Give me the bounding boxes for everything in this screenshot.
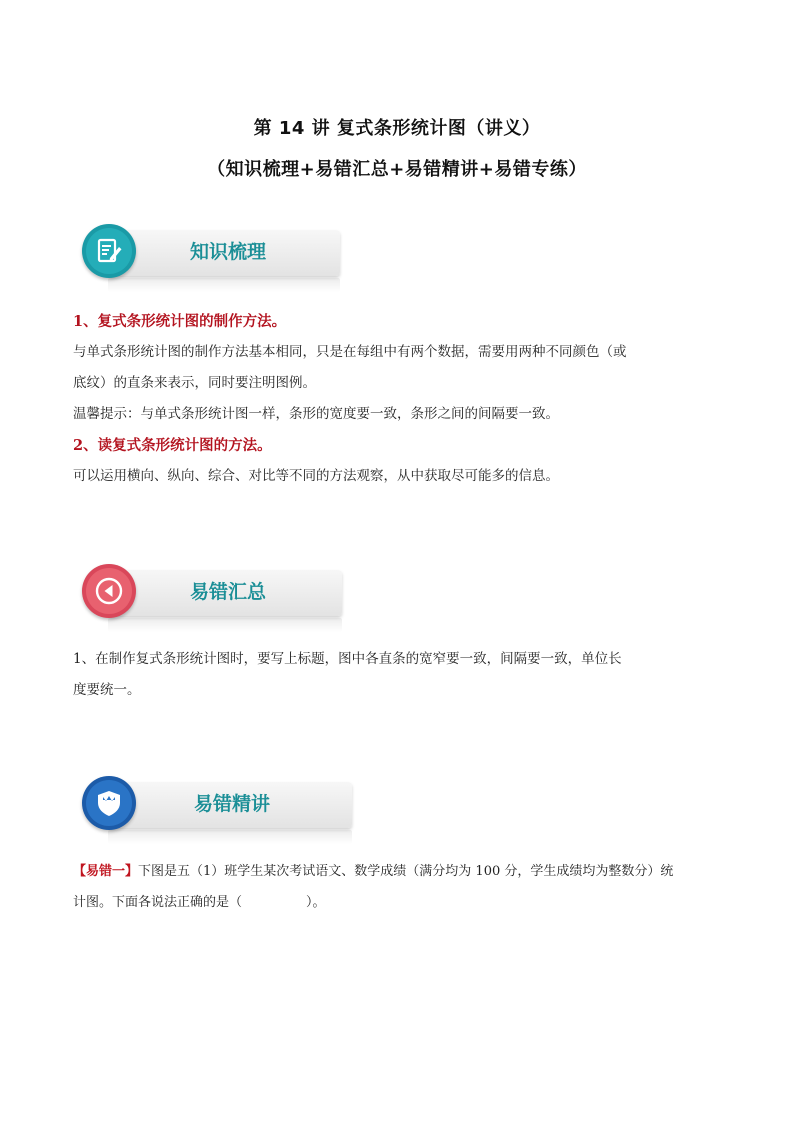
error-question-text-cont: 计图。下面各说法正确的是（ — [73, 895, 243, 910]
knowledge-paragraph-1-cont: 底纹）的直条来表示，同时要注明图例。 — [73, 375, 316, 391]
knowledge-heading-1: 1、复式条形统计图的制作方法。 — [73, 313, 287, 330]
error-question-line-2 — [73, 887, 723, 918]
error-question-line-1 — [73, 856, 723, 887]
errors-summary-paragraph: 1、在制作复式条形统计图时，要写上标题，图中各直条的宽窄要一致，间隔要一致，单位长 — [73, 651, 622, 667]
knowledge-paragraph-3: 可以运用横向、纵向、综合、对比等不同的方法观察，从中获取尽可能多的信息。 — [73, 468, 559, 484]
section-banner-knowledge — [78, 224, 348, 294]
banner-label: 知识梳理 — [190, 241, 267, 263]
section-error-explained-content — [73, 856, 723, 918]
banner-reflection — [108, 830, 352, 844]
shield-icon — [93, 787, 125, 819]
section-banner-errors-summary — [78, 564, 348, 634]
banner-icon-circle — [82, 776, 136, 830]
back-arrow-icon — [93, 575, 125, 607]
banner-label: 易错汇总 — [190, 581, 267, 603]
notepad-pencil-icon — [93, 235, 125, 267]
knowledge-heading-2: 2、读复式条形统计图的方法。 — [73, 437, 272, 454]
section-knowledge-content — [73, 306, 723, 492]
error-tag: 【易错一】 — [73, 864, 139, 879]
document-title: 第 14 讲 复式条形统计图（讲义） — [253, 118, 541, 139]
banner-reflection — [108, 618, 342, 632]
banner-icon-circle — [82, 224, 136, 278]
section-errors-summary-content — [73, 644, 723, 706]
banner-reflection — [108, 278, 340, 292]
section-banner-error-explained — [78, 776, 358, 846]
banner-label: 易错精讲 — [194, 793, 271, 815]
knowledge-paragraph-1: 与单式条形统计图的制作方法基本相同，只是在每组中有两个数据，需要用两种不同颜色（或 — [73, 344, 627, 360]
banner-icon-circle — [82, 564, 136, 618]
error-question-text: 下图是五（1）班学生某次考试语文、数学成绩（满分均为 100 分，学生成绩均为整数分）统 — [138, 864, 674, 879]
error-question-text-end: ）。 — [306, 895, 326, 910]
errors-summary-paragraph-cont: 度要统一。 — [73, 682, 141, 698]
knowledge-tip: 温馨提示：与单式条形统计图一样，条形的宽度要一致，条形之间的间隔要一致。 — [73, 406, 559, 422]
document-subtitle: （知识梳理+易错汇总+易错精讲+易错专练） — [207, 159, 587, 180]
